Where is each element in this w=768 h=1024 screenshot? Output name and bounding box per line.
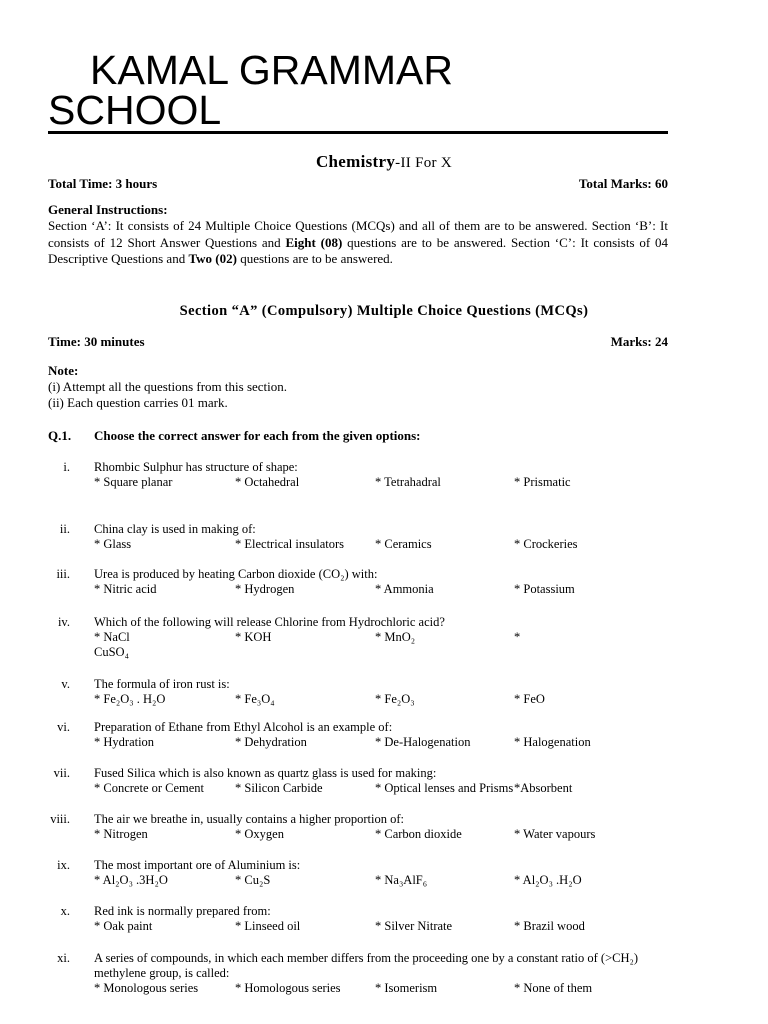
mcq-option: * Oak paint [94,919,153,933]
mcq-option: * Hydration [94,735,155,749]
mcq-option: * Al₂O₃ .H₂O [514,873,582,887]
mcq-number: viii. [50,812,70,826]
question-instruction: Choose the correct answer for each from the given options: [94,428,421,443]
mcq-option: * Dehydration [235,735,307,749]
mcq-question-text: A series of compounds, in which each member differs from the proceeding one by a constant ratio of (>CH₂) methylene group, is called: [94,951,639,980]
gi-bold-two: Two (02) [188,251,237,266]
mcq-question-text: China clay is used in making of: [94,522,256,536]
mcq-option: * Silver Nitrate [375,919,453,933]
gi-bold-eight: Eight (08) [285,234,343,250]
total-marks: Total Marks: 60 [578,176,668,191]
mcq-option: * Fe₃O₄ [235,692,275,706]
section-title: Section “A” (Compulsory) Multiple Choice Questions (MCQs) [179,303,589,319]
mcq-question-text: Preparation of Ethane from Ethyl Alcohol is an example of: [94,720,393,734]
header-rule [48,131,668,134]
question-heading [48,428,421,444]
paper-title-subject: Chemistry [315,152,396,171]
gi-part: questions are to be answered. [236,251,393,266]
paper-title-suffix: -II For X [395,155,453,171]
gi-part: questions are to be answered. Section ‘C’: It consists of 04 Descriptive Questions and [48,234,669,266]
mcq-number: v. [61,677,70,691]
mcq-option: * Nitrogen [94,827,148,841]
mcq-option: * None of them [514,981,593,995]
mcq-option: * Homologous series [235,981,341,995]
mcq-option: * Fe₂O₃ [375,692,415,706]
mcq-option: * Isomerism [375,981,438,995]
total-time: Total Time: 3 hours [48,176,158,191]
mcq-option: * Brazil wood [514,919,585,933]
mcq-option: * NaCl [94,630,130,644]
mcq-option: * Tetrahadral [375,475,441,489]
mcq-option: * Optical lenses and Prisms [375,781,514,795]
mcq-question-text: Red ink is normally prepared from: [94,904,271,918]
mcq-option: * KOH [235,630,272,644]
mcq-option-wrapped: CuSO₄ [94,645,129,659]
mcq-option: * Square planar [94,475,173,489]
general-instructions-text [48,218,668,268]
gi-part: Section ‘A’: It consists of 24 Multiple Choice Questions (MCQs) and all of them are to be answered. Section ‘B’: It consists of 12 Short Answer Questions and [48,218,668,250]
mcq-option: * Prismatic [514,475,571,489]
school-name-line2: SCHOOL [48,87,222,133]
mcq-number: ix. [57,858,70,872]
mcq-question-text: Rhombic Sulphur has structure of shape: [94,460,298,474]
note-item: (ii) Each question carries 01 mark. [48,395,228,410]
mcq-option: * Nitric acid [94,582,157,596]
school-name [48,47,668,133]
mcq-option: * Crockeries [514,537,578,551]
section-time-marks-row [48,334,668,350]
mcq-option: *Absorbent [514,781,573,795]
question-number: Q.1. [48,428,72,443]
mcq-option: * Hydrogen [235,582,295,596]
mcq-option: * Halogenation [514,735,591,749]
mcq-option: * Fe₂O₃ . H₂O [94,692,166,706]
mcq-option: * Oxygen [235,827,284,841]
mcq-number: iv. [57,615,70,629]
general-instructions-heading: General Instructions: [48,202,168,217]
mcq-option: * Cu₂S [235,873,271,887]
paper-title [0,152,768,172]
mcq-option: * Carbon dioxide [375,827,462,841]
mcq-option: * [514,630,521,644]
mcq-number: xi. [57,951,70,965]
mcq-option: * Ammonia [375,582,434,596]
mcq-question-text: The most important ore of Aluminium is: [94,858,301,872]
mcq-option: * MnO₂ [375,630,416,644]
school-name-line1: KAMAL GRAMMAR [90,47,453,93]
mcq-option: * Electrical insulators [235,537,344,551]
mcq-option: * Concrete or Cement [94,781,205,795]
mcq-number: iii. [56,567,70,581]
mcq-question-text: The formula of iron rust is: [94,677,230,691]
section-time: Time: 30 minutes [48,334,145,349]
mcq-question-text: Fused Silica which is also known as quartz glass is used for making: [94,766,437,780]
note-item: (i) Attempt all the questions from this section. [48,379,288,394]
mcq-option: * Linseed oil [235,919,301,933]
mcq-number: vi. [57,720,70,734]
note-heading: Note: [48,363,79,378]
mcq-number: ii. [59,522,70,536]
mcq-option: * Octahedral [235,475,300,489]
mcq-number: x. [60,904,70,918]
mcq-option: * Potassium [514,582,575,596]
mcq-option: * Monologous series [94,981,199,995]
mcq-option: * Al₂O₃ .3H₂O [94,873,168,887]
mcq-option: * De-Halogenation [375,735,471,749]
mcq-option: * Glass [94,537,132,551]
mcq-option: * Ceramics [375,537,432,551]
time-marks-row [48,176,668,192]
mcq-option: * FeO [514,692,545,706]
mcq-question-text: Urea is produced by heating Carbon dioxide (CO₂) with: [94,567,378,581]
mcq-option: * Silicon Carbide [235,781,323,795]
mcq-option: * Water vapours [514,827,596,841]
mcq-question-text: Which of the following will release Chlorine from Hydrochloric acid? [94,615,445,629]
mcq-option: * Na₃AlF₆ [375,873,428,887]
mcq-number: i. [63,460,70,474]
section-marks: Marks: 24 [610,334,668,349]
mcq-question-text: The air we breathe in, usually contains a higher proportion of: [94,812,404,826]
mcq-number: vii. [53,766,70,780]
